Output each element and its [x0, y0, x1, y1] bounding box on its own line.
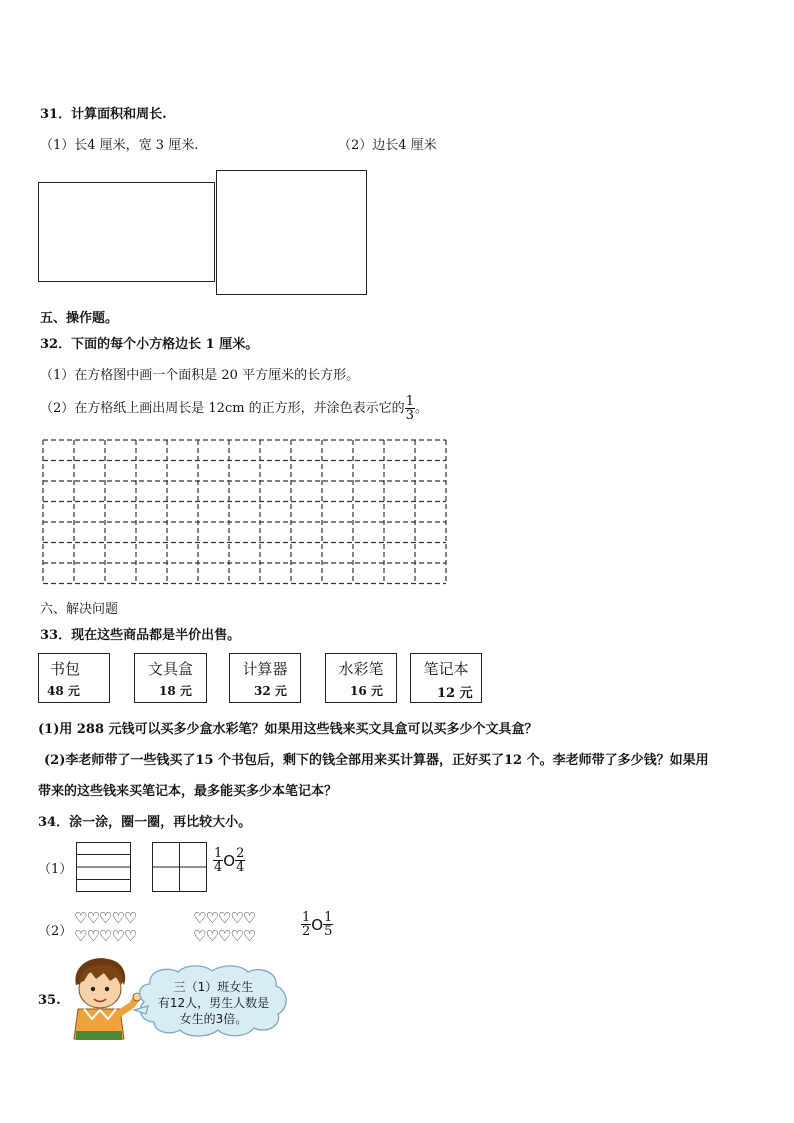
hearts-group-left-top: ♡♡♡♡♡	[74, 909, 137, 927]
fraction-left	[301, 911, 311, 938]
frac-den: 4	[214, 860, 223, 875]
item-price: 16 元	[350, 684, 383, 698]
q33-title: 33．现在这些商品都是半价出售。	[40, 628, 241, 643]
section5-heading: 五、操作题。	[40, 311, 119, 326]
frac-den: 2	[302, 924, 311, 939]
q31-part2: （2）边长4 厘米	[338, 138, 437, 153]
dashed-grid	[40, 436, 455, 586]
q33-sub2-line2: 带来的这些钱来买笔记本，最多能买多少本笔记本？	[38, 784, 338, 799]
q33-sub1: (1)用 288 元钱可以买多少盒水彩笔？如果用这些钱来买文具盒可以买多少个文具盒？	[38, 722, 538, 737]
speech-line: 女生的3倍。	[179, 1012, 248, 1026]
item-name: 笔记本	[423, 660, 469, 678]
speech-line: 三（1）班女生	[173, 980, 254, 994]
boy-illustration	[62, 955, 142, 1040]
item-price: 48 元	[47, 684, 80, 698]
fraction-left	[213, 847, 223, 874]
rectangle-figure	[38, 182, 215, 282]
hearts-group-right-bottom: ♡♡♡♡♡	[193, 927, 256, 945]
q34-row1-label: （1）	[38, 862, 73, 877]
item-card-schoolbag	[38, 653, 110, 703]
item-price: 18 元	[159, 684, 192, 698]
compare-circle[interactable]: O	[223, 851, 236, 870]
item-card-pencil-box	[134, 653, 207, 703]
q33-sub2-line1: (2)李老师带了一些钱买了15 个书包后，剩下的钱全部用来买计算器，正好买了12 个。李老师带了多少钱？如果用	[44, 753, 709, 768]
item-name: 文具盒	[147, 660, 193, 678]
fraction-right	[235, 847, 245, 874]
frac-den: 4	[236, 860, 245, 875]
q32-part1: （1）在方格图中画一个面积是 20 平方厘米的长方形。	[40, 368, 360, 383]
item-card-notebook	[410, 653, 482, 703]
q31-part1: （1）长4 厘米，宽 3 厘米.	[40, 138, 199, 153]
speech-line: 有12人，男生人数是	[157, 996, 270, 1010]
item-card-watercolor-pens	[325, 653, 397, 703]
frac-den: 5	[324, 924, 333, 939]
speech-text	[146, 979, 281, 1027]
q32-title: 32．下面的每个小方格边长 1 厘米。	[40, 337, 259, 352]
section6-heading: 六、解决问题	[40, 602, 119, 617]
frac-num: 1	[405, 394, 414, 409]
frac-num: 1	[214, 846, 223, 861]
item-price: 32 元	[254, 684, 287, 698]
fraction-one-third	[405, 395, 415, 422]
item-price: 12 元	[437, 686, 473, 701]
fraction-right	[323, 911, 333, 938]
hearts-group-left-bottom: ♡♡♡♡♡	[74, 927, 137, 945]
frac-den: 3	[405, 408, 414, 423]
q34-row2-compare	[301, 911, 333, 938]
q35-number: 35.	[38, 993, 61, 1008]
frac-num: 1	[324, 910, 333, 925]
item-name: 水彩笔	[338, 660, 384, 678]
q34-title: 34．涂一涂，圈一圈，再比较大小。	[38, 815, 252, 830]
item-name: 计算器	[242, 660, 288, 678]
q34-row2-label: （2）	[38, 924, 73, 939]
frac-num: 2	[236, 846, 245, 861]
q31-title: 31．计算面积和周长.	[40, 107, 167, 122]
rectangle-four-strips	[76, 842, 132, 893]
compare-circle[interactable]: O	[311, 915, 324, 934]
q32-part2	[40, 394, 428, 424]
hearts-group-right-top: ♡♡♡♡♡	[193, 909, 256, 927]
square-four-quarters	[152, 842, 208, 893]
q34-row1-compare	[213, 847, 245, 874]
q32-part2-text: （2）在方格纸上画出周长是 12cm 的正方形，并涂色表示它的	[40, 401, 405, 416]
item-card-calculator	[229, 653, 301, 703]
q32-part2-end: 。	[414, 401, 428, 416]
item-name: 书包	[50, 660, 81, 678]
frac-num: 1	[302, 910, 311, 925]
square-figure	[216, 170, 367, 295]
